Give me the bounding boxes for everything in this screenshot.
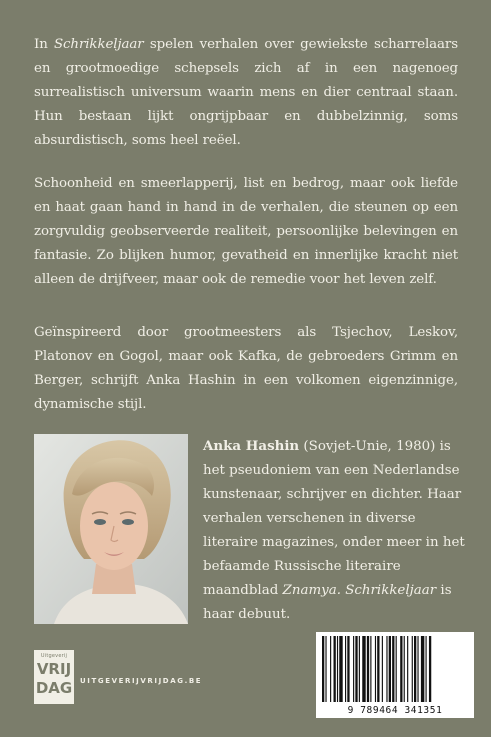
barcode-bar [396, 636, 397, 702]
barcode-bar [400, 636, 402, 702]
barcode-bar [429, 636, 431, 702]
publisher-logo-line2: DAG [35, 679, 73, 697]
publisher-logo-small: Uitgeverij [40, 653, 68, 659]
barcode-bar [407, 636, 408, 702]
barcode-bar [386, 636, 387, 702]
blurb-text: spelen verhalen over gewiekste scharrelaars en grootmoedige schepsels zich af in een nagenoeg surrealistisch universum waarin mens en dier centraal staan. Hun bestaan lijkt ongrijpbaar en dubbelzinnig, soms absurdistisch, soms heel reëel. [34, 37, 458, 148]
barcode-bar [412, 636, 413, 702]
publisher-logo [34, 650, 74, 704]
barcode-bar [359, 636, 360, 702]
publisher-logo-line1: VRIJ [36, 660, 72, 678]
publisher-url: UITGEVERIJVRIJDAG.BE [80, 677, 203, 685]
blurb-paragraph-1 [34, 33, 458, 153]
author-photo [34, 434, 188, 624]
author-bio-ending: is haar debuut. [203, 583, 452, 622]
book-title-italic: Schrikkeljaar [53, 37, 144, 52]
barcode-bar [382, 636, 383, 702]
barcode-bar [362, 636, 365, 702]
barcode-bar [426, 636, 427, 702]
barcode-bar [347, 636, 349, 702]
barcode-bar [355, 636, 357, 702]
barcode-bar [345, 636, 346, 702]
barcode-bar [417, 636, 418, 702]
barcode-bar [322, 636, 324, 702]
author-bio [203, 434, 473, 627]
magazine-name: Znamya. [282, 583, 341, 598]
barcode-bar [353, 636, 354, 702]
author-portrait-image [34, 434, 188, 624]
barcode-bar [370, 636, 371, 702]
barcode-bar [404, 636, 405, 702]
blurb-paragraph-2: Schoonheid en smeerlapperij, list en bedrog, maar ook liefde en haat gaan hand in hand in de verhalen, die steunen op een zorgvuldig geobserveerde realiteit, persoonlijke belevingen en fantasie. Zo blijken humor, gevatheid en innerlijke kracht niet alleen de drijfveer, maar ook de remedie voor het leven zelf. [34, 176, 458, 287]
blurb-paragraph-3: Geïnspireerd door grootmeesters als Tsjechov, Leskov, Platonov en Gogol, maar ook Kafka, de gebroeders Grimm en Berger, schrijft Anka Hashin in een volkomen eigenzinnige, dynamische stijl. [34, 325, 458, 412]
author-name: Anka Hashin [203, 438, 300, 454]
barcode-bar [414, 636, 416, 702]
barcode-bar [375, 636, 376, 702]
barcode-bar [330, 636, 331, 702]
book-title-italic-bio: Schrikkeljaar [345, 583, 437, 598]
barcode-digits: 9 789464 341351 [347, 705, 443, 716]
blurb-lead: In [34, 37, 54, 52]
author-bio-text: (Sovjet-Unie, 1980) is het pseudoniem van een Nederlandse kunstenaar, schrijver en dichter. Haar verhalen verschenen in diverse literaire magazines, onder meer in het befaamde Russische literaire maandblad [203, 439, 465, 598]
barcode-bar [421, 636, 424, 702]
barcode-bar [325, 636, 326, 702]
isbn-barcode [316, 632, 474, 718]
barcode-bar [389, 636, 391, 702]
barcode-bar [377, 636, 379, 702]
barcode-bar [339, 636, 342, 702]
barcode-bar [392, 636, 394, 702]
barcode-bar [337, 636, 338, 702]
barcode-bar [334, 636, 336, 702]
barcode-bar [367, 636, 369, 702]
